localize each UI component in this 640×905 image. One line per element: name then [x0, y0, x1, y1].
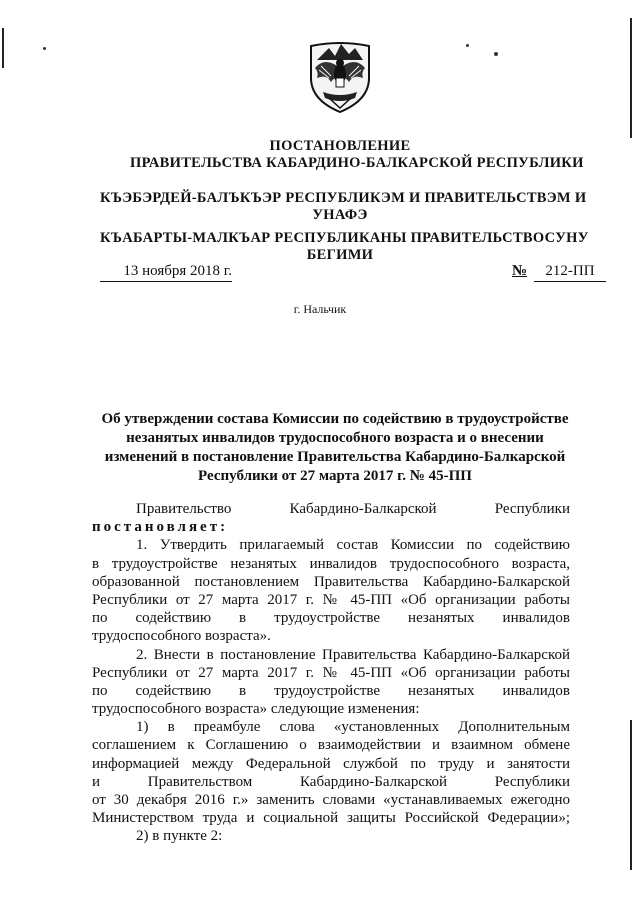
body-line: по содействию в трудоустройстве незанятых инвалидов: [92, 610, 570, 627]
scan-speck: [466, 44, 469, 47]
scan-edge-right: [630, 18, 632, 138]
body-line: Министерством труда и социальной защиты Российской Федерации»;: [92, 810, 570, 827]
body-line: и Правительством Кабардино-Балкарской Республики: [92, 773, 570, 790]
body-line: Республики от 27 марта 2017 г. № 45-ПП «Об организации работы: [92, 664, 570, 681]
scan-edge-left: [2, 28, 4, 68]
header-government: ПРАВИТЕЛЬСТВА КАБАРДИНО-БАЛКАРСКОЙ РЕСПУБЛИКИ: [130, 155, 584, 171]
document-number: 212-ПП: [534, 262, 606, 282]
header-karachay-line1: КЪАБАРТЫ-МАЛКЪАР РЕСПУБЛИКАНЫ ПРАВИТЕЛЬСТВОСУНУ: [100, 230, 589, 246]
body-line: 2) в пункте 2:: [136, 828, 223, 845]
header-block-russian: [130, 138, 584, 172]
coat-of-arms-emblem: [305, 38, 375, 114]
body-line: трудоспособного возраста».: [92, 628, 271, 645]
body-line: Правительство Кабардино-Балкарской Республики: [136, 501, 570, 517]
body-line: 1) в преамбуле слова «установленных Дополнительным: [136, 719, 570, 736]
scan-edge-right-lower: [630, 720, 632, 870]
header-title: ПОСТАНОВЛЕНИЕ: [269, 138, 411, 154]
body-line: 2. Внести в постановление Правительства Кабардино-Балкарской: [136, 646, 570, 663]
document-city: г. Нальчик: [293, 302, 347, 316]
body-line-decree: постановляет:: [92, 519, 229, 536]
body-line: в трудоустройстве незанятых инвалидов трудоспособного возраста,: [92, 555, 570, 572]
number-sign: №: [512, 263, 528, 279]
scan-speck: [494, 52, 498, 56]
body-line: 1. Утвердить прилагаемый состав Комиссии по содействию: [136, 537, 570, 554]
header-block-kabardian: [100, 190, 587, 224]
title-line: Республики от 27 марта 2017 г. № 45-ПП: [198, 468, 472, 484]
document-date: 13 ноября 2018 г.: [100, 262, 232, 282]
header-karachay-line2: БЕГИМИ: [306, 247, 374, 263]
title-line: незанятых инвалидов трудоспособного возраста и о внесении: [126, 430, 544, 446]
body-line: Республики от 27 марта 2017 г. № 45-ПП «Об организации работы: [92, 591, 570, 608]
title-line: изменений в постановление Правительства Кабардино-Балкарской: [104, 449, 566, 465]
header-kabardian-line2: УНАФЭ: [312, 207, 368, 223]
body-line: от 30 декабря 2016 г.» заменить словами «устанавливаемых ежегодно: [92, 792, 570, 808]
header-kabardian-line1: КЪЭБЭРДЕЙ-БАЛЪКЪЭР РЕСПУБЛИКЭМ И ПРАВИТЕЛЬСТВЭМ И: [100, 190, 587, 206]
document-body: [92, 500, 570, 846]
document-title: [90, 410, 580, 486]
body-line: информацией между Федеральной службой по труду и занятости: [92, 755, 570, 772]
body-line: трудоспособного возраста» следующие изменения:: [92, 701, 420, 718]
title-line: Об утверждении состава Комиссии по содействию в трудоустройстве: [101, 411, 569, 427]
body-line: соглашением к Соглашению о взаимодействии и взаимном обмене: [92, 737, 570, 754]
header-block-karachay: [100, 230, 589, 264]
body-line: образованной постановлением Правительства Кабардино-Балкарской: [92, 573, 570, 590]
body-line: по содействию в трудоустройстве незанятых инвалидов: [92, 682, 570, 699]
scan-speck: [43, 47, 46, 50]
